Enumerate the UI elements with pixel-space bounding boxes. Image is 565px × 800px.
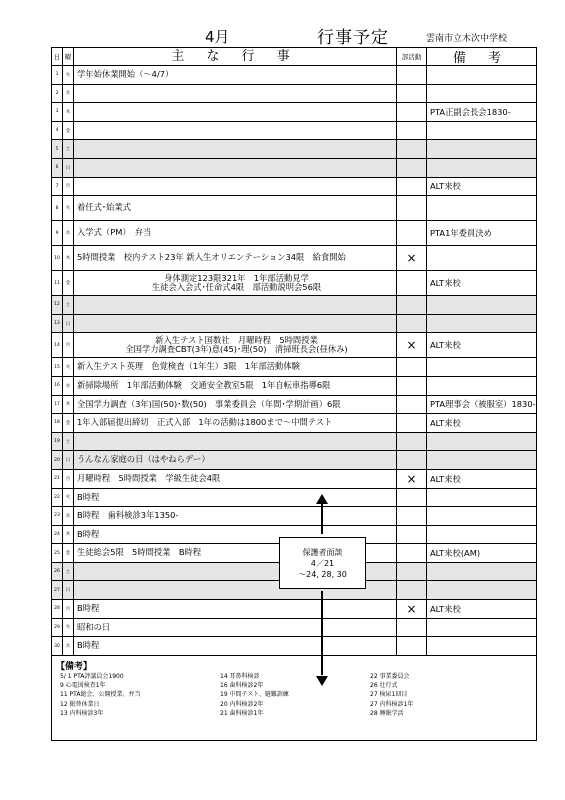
- event-cell: 月曜時程 5時間授業 学級生徒会4限: [73, 470, 396, 488]
- weekday-cell: 水: [62, 85, 73, 103]
- club-cell: [396, 451, 426, 469]
- note-cell: ALT来校(AM): [426, 544, 536, 562]
- club-cell: [396, 103, 426, 121]
- table-row: [52, 332, 536, 357]
- event-cell: B時程: [73, 526, 396, 544]
- event-cell: [73, 333, 396, 357]
- day-cell: 1: [55, 72, 59, 78]
- weekday-cell: 火: [62, 358, 73, 376]
- table-row: [52, 245, 536, 270]
- event-cell: [73, 122, 396, 140]
- weekday-cell: 木: [62, 246, 73, 270]
- note-cell: ALT来校: [426, 470, 536, 488]
- day-cell: 11: [54, 280, 60, 286]
- event-cell: [73, 178, 396, 196]
- note-cell: [426, 85, 536, 103]
- event-cell: B時程: [73, 600, 396, 618]
- club-cell: ×: [396, 333, 426, 357]
- day-cell: 17: [54, 401, 60, 407]
- event-cell: 新入生テスト英理 色覚検査（1年生）3限 1年部活動体験: [73, 358, 396, 376]
- note-cell: ALT来校: [426, 600, 536, 618]
- club-cell: [396, 414, 426, 432]
- weekday-cell: 金: [62, 122, 73, 140]
- header-weekday: 曜: [62, 48, 73, 65]
- remark-item: 14 耳鼻科検診: [220, 672, 260, 680]
- table-row: [52, 195, 536, 220]
- event-cell: 新掃除場所 1年部活動体験 交通安全教室5限 1年自転車指導6限: [73, 377, 396, 395]
- event-line-1: 新入生テスト国数社 月曜時程 5時間授業: [155, 334, 318, 345]
- event-cell: [73, 103, 396, 121]
- note-cell: [426, 315, 536, 333]
- day-cell: 24: [54, 531, 60, 537]
- day-cell: 27: [54, 587, 60, 593]
- club-cell: ×: [396, 600, 426, 618]
- table-row: [52, 158, 536, 177]
- remark-item: 5/ 1 PTA評議員会1900: [60, 672, 124, 680]
- remarks-title: 【備考】: [56, 661, 93, 672]
- weekday-cell: 火: [62, 66, 73, 84]
- club-cell: [396, 507, 426, 525]
- arrow-down-icon: [316, 676, 328, 686]
- event-cell: B時程 歯科検診3年1350-: [73, 507, 396, 525]
- arrow-up-icon: [316, 494, 328, 504]
- note-cell: [426, 637, 536, 655]
- event-cell: [73, 85, 396, 103]
- note-cell: [426, 159, 536, 177]
- weekday-cell: 日: [62, 159, 73, 177]
- table-row: [52, 506, 536, 525]
- event-cell: 生徒総会5限 5時間授業 B時程: [73, 544, 396, 562]
- note-cell: [426, 140, 536, 158]
- day-cell: 9: [55, 230, 59, 236]
- day-cell: 2: [55, 90, 59, 96]
- note-cell: [426, 377, 536, 395]
- day-cell: 19: [54, 439, 60, 445]
- day-cell: 25: [54, 550, 60, 556]
- event-cell: 5時間授業 校内テスト23年 新入生オリエンテーション34限 給食開始: [73, 246, 396, 270]
- remark-item: 13 内科検診3年: [60, 710, 104, 718]
- remark-item: 20 内科検診2年: [220, 700, 264, 708]
- table-row: [52, 432, 536, 451]
- day-cell: 28: [54, 606, 60, 612]
- club-cell: [396, 433, 426, 451]
- event-cell: 全国学力調査（3年)国(50)･数(50) 事業委員会（年間･学期計画）6限: [73, 396, 396, 414]
- event-cell: 1年入部届提出締切 正式入部 1年の活動は1800まで～中間テスト: [73, 414, 396, 432]
- weekday-cell: 土: [62, 140, 73, 158]
- weekday-cell: 土: [62, 296, 73, 314]
- club-cell: [396, 358, 426, 376]
- parent-meeting-title: 保護者面談: [302, 547, 343, 557]
- table-row: [52, 488, 536, 507]
- remark-item: 21 歯科検診1年: [220, 710, 264, 718]
- remark-item: 9 心電図検査1年: [60, 682, 106, 690]
- day-cell: 20: [54, 457, 60, 463]
- document-header: [51, 26, 531, 46]
- club-cell: [396, 619, 426, 637]
- weekday-cell: 月: [62, 470, 73, 488]
- note-cell: PTA1年委員決め: [426, 221, 536, 245]
- event-cell: B時程: [73, 637, 396, 655]
- table-row: [52, 469, 536, 488]
- weekday-cell: 日: [62, 315, 73, 333]
- day-cell: 6: [55, 165, 59, 171]
- weekday-cell: 火: [62, 489, 73, 507]
- school-name: 雲南市立木次中学校: [426, 34, 508, 44]
- table-row: [52, 220, 536, 245]
- event-cell: 学年始休業開始（～4/7）: [73, 66, 396, 84]
- weekday-cell: 月: [62, 178, 73, 196]
- note-cell: ALT来校: [426, 414, 536, 432]
- note-cell: [426, 619, 536, 637]
- club-cell: [396, 489, 426, 507]
- weekday-cell: 日: [62, 451, 73, 469]
- table-row: [52, 121, 536, 140]
- header-club: 部活動: [396, 48, 426, 65]
- club-cell: [396, 637, 426, 655]
- note-cell: [426, 451, 536, 469]
- table-row: [52, 599, 536, 618]
- weekday-cell: 火: [62, 619, 73, 637]
- note-cell: [426, 196, 536, 220]
- event-cell: 着任式･始業式: [73, 196, 396, 220]
- day-cell: 4: [55, 128, 59, 134]
- remarks-section: [52, 655, 536, 740]
- header-day: 日: [53, 53, 61, 61]
- table-row: [52, 270, 536, 295]
- club-cell: [396, 315, 426, 333]
- note-cell: [426, 66, 536, 84]
- table-row: [52, 177, 536, 196]
- note-cell: [426, 581, 536, 599]
- day-cell: 13: [54, 321, 60, 327]
- day-cell: 18: [54, 420, 60, 426]
- table-row: [52, 395, 536, 414]
- remark-item: 28 睡眠学活: [370, 710, 404, 718]
- note-cell: [426, 246, 536, 270]
- header-notes: 備 考: [426, 48, 536, 65]
- remark-item: 27 内科検診1年: [370, 700, 414, 708]
- weekday-cell: 木: [62, 103, 73, 121]
- note-cell: PTA正副会長会1830-: [426, 103, 536, 121]
- event-cell: [73, 140, 396, 158]
- schedule-title: 行事予定: [317, 28, 389, 48]
- table-row: [52, 65, 536, 84]
- note-cell: [426, 122, 536, 140]
- table-row: [52, 450, 536, 469]
- club-cell: [396, 544, 426, 562]
- day-cell: 12: [54, 302, 60, 308]
- day-cell: 5: [55, 146, 59, 152]
- weekday-cell: 火: [62, 196, 73, 220]
- day-cell: 14: [54, 342, 60, 348]
- club-cell: [396, 296, 426, 314]
- day-cell: 23: [54, 513, 60, 519]
- event-cell: B時程: [73, 489, 396, 507]
- month-title: 4月: [205, 28, 230, 46]
- remark-item: 27 検尿1回目: [370, 691, 408, 699]
- event-cell: [73, 296, 396, 314]
- day-cell: 16: [54, 383, 60, 389]
- event-line-2: 生徒会入会式･任命式4限 部活動説明会56限: [151, 282, 322, 293]
- club-cell: [396, 140, 426, 158]
- event-cell: [73, 271, 396, 295]
- event-line-1: 身体測定123限321年 1年部活動見学: [164, 272, 309, 283]
- club-cell: ×: [396, 470, 426, 488]
- weekday-cell: 金: [62, 544, 73, 562]
- weekday-cell: 月: [62, 600, 73, 618]
- note-cell: [426, 489, 536, 507]
- remark-item: 11 PTA総会、公開授業、弁当: [60, 691, 141, 699]
- event-line-2: 全国学力調査CBT(3年)意(45)･理(50) 清掃班長会(昼休み): [125, 344, 348, 355]
- day-cell: 8: [55, 205, 59, 211]
- remarks-column-2: [220, 672, 289, 718]
- weekday-cell: 木: [62, 526, 73, 544]
- parent-meeting-box: [279, 537, 366, 589]
- event-cell: [73, 315, 396, 333]
- day-cell: 21: [54, 476, 60, 482]
- club-cell: [396, 396, 426, 414]
- parent-meeting-dates-more: ～24, 28, 30: [298, 569, 347, 579]
- table-row: [52, 413, 536, 432]
- day-cell: 22: [54, 494, 60, 500]
- meeting-arrow-down-line: [321, 591, 323, 675]
- day-cell: 7: [55, 183, 59, 189]
- note-cell: PTA理事会（被服室）1830-: [426, 396, 536, 414]
- note-cell: [426, 358, 536, 376]
- note-cell: [426, 563, 536, 581]
- day-cell: 10: [54, 255, 60, 261]
- note-cell: [426, 507, 536, 525]
- table-row: [52, 139, 536, 158]
- day-cell: 29: [54, 624, 60, 630]
- table-row: [52, 102, 536, 121]
- event-cell: 入学式（PM） 弁当: [73, 221, 396, 245]
- parent-meeting-date: 4／21: [310, 558, 335, 568]
- event-cell: 昭和の日: [73, 619, 396, 637]
- note-cell: ALT来校: [426, 178, 536, 196]
- event-cell: [73, 159, 396, 177]
- weekday-cell: 水: [62, 507, 73, 525]
- table-header-row: [52, 48, 536, 65]
- event-cell: うんなん家庭の日（はやねらデー）: [73, 451, 396, 469]
- table-row: [52, 618, 536, 637]
- table-row: [52, 295, 536, 314]
- club-cell: ×: [396, 246, 426, 270]
- remarks-column-1: [60, 672, 140, 718]
- weekday-cell: 水: [62, 637, 73, 655]
- club-cell: [396, 526, 426, 544]
- remark-item: 12 振替休業日: [60, 700, 100, 708]
- table-row: [52, 636, 536, 655]
- club-cell: [396, 85, 426, 103]
- note-cell: ALT来校: [426, 333, 536, 357]
- club-cell: [396, 377, 426, 395]
- club-cell: [396, 178, 426, 196]
- table-row: [52, 314, 536, 333]
- remarks-column-3: [370, 672, 413, 718]
- note-cell: [426, 296, 536, 314]
- remark-item: 22 事業委員会: [370, 672, 410, 680]
- table-row: [52, 376, 536, 395]
- event-cell: [73, 433, 396, 451]
- club-cell: [396, 581, 426, 599]
- weekday-cell: 土: [62, 563, 73, 581]
- club-cell: [396, 221, 426, 245]
- header-events: 主 な 行 事: [73, 48, 396, 65]
- weekday-cell: 木: [62, 396, 73, 414]
- note-cell: [426, 433, 536, 451]
- table-row: [52, 357, 536, 376]
- club-cell: [396, 66, 426, 84]
- day-cell: 15: [54, 364, 60, 370]
- remark-item: 26 壮行式: [370, 682, 398, 690]
- day-cell: 3: [55, 109, 59, 115]
- club-cell: [396, 563, 426, 581]
- note-cell: ALT来校: [426, 271, 536, 295]
- weekday-cell: 日: [62, 581, 73, 599]
- club-cell: [396, 159, 426, 177]
- day-cell: 30: [54, 643, 60, 649]
- weekday-cell: 金: [62, 271, 73, 295]
- club-cell: [396, 196, 426, 220]
- note-cell: [426, 526, 536, 544]
- weekday-cell: 水: [62, 377, 73, 395]
- club-cell: [396, 122, 426, 140]
- weekday-cell: 月: [62, 333, 73, 357]
- weekday-cell: 土: [62, 433, 73, 451]
- club-cell: [396, 271, 426, 295]
- day-cell: 26: [54, 569, 60, 575]
- weekday-cell: 金: [62, 414, 73, 432]
- weekday-cell: 水: [62, 221, 73, 245]
- remark-item: 19 中間テスト、避難訓練: [220, 691, 289, 699]
- schedule-table: [51, 47, 537, 741]
- table-row: [52, 84, 536, 103]
- remark-item: 16 歯科検診2年: [220, 682, 264, 690]
